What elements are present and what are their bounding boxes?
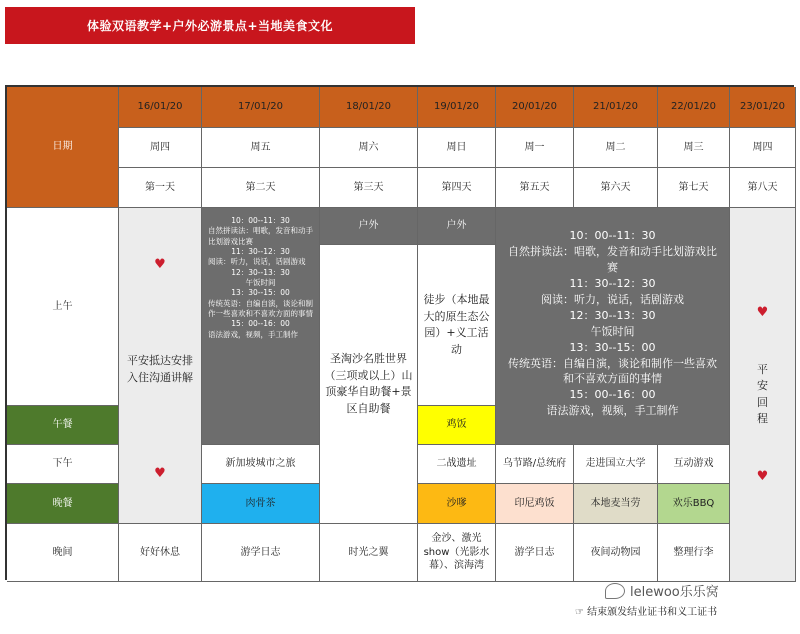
day7-dinner: 欢乐BBQ <box>658 484 730 524</box>
morning-row-label: 上午 <box>7 208 119 406</box>
day1-arrival-cell <box>119 208 202 524</box>
heart-icon: ♥ <box>154 466 166 482</box>
footer-note: ☞ 结束颁发结业证书和义工证书 <box>575 607 718 618</box>
day4-morning: 徒步（本地最大的原生态公园）+义工活动 <box>418 245 496 406</box>
chat-bubble-icon <box>605 583 625 599</box>
weekday-cell: 周四 <box>730 128 796 168</box>
weekday-cell: 周二 <box>574 128 658 168</box>
day2-afternoon: 新加坡城市之旅 <box>202 445 320 484</box>
weekday-cell: 周日 <box>418 128 496 168</box>
afternoon-row-label: 下午 <box>7 445 119 484</box>
schedule-line: 13：30--15：00 <box>569 340 656 354</box>
day-number-cell: 第三天 <box>320 168 418 208</box>
schedule-line: 10：00--11：30 <box>569 229 656 242</box>
date-cell: 23/01/20 <box>730 87 796 128</box>
date-cell: 20/01/20 <box>496 87 574 128</box>
dinner-row-label: 晚餐 <box>7 484 119 524</box>
day1-evening: 好好休息 <box>119 524 202 582</box>
day-number-cell: 第四天 <box>418 168 496 208</box>
day6-dinner: 本地麦当劳 <box>574 484 658 524</box>
day-number-cell: 第七天 <box>658 168 730 208</box>
heart-icon: ♥ <box>154 257 166 272</box>
day3-main: 圣淘沙名胜世界（三项或以上）山顶豪华自助餐+景区自助餐 <box>320 245 418 524</box>
day-number-cell: 第六天 <box>574 168 658 208</box>
title-banner: 体验双语教学+户外必游景点+当地美食文化 <box>5 7 415 44</box>
weekday-cell: 周四 <box>119 128 202 168</box>
day8-return-cell <box>730 208 796 582</box>
day3-evening: 时光之翼 <box>320 524 418 582</box>
watermark-text: lelewoo乐乐窝 <box>630 585 719 600</box>
day-number-cell: 第二天 <box>202 168 320 208</box>
days5-7-schedule <box>496 208 730 445</box>
weekday-cell: 周一 <box>496 128 574 168</box>
schedule-line: 午饭时间 <box>590 324 635 338</box>
weekday-cell: 周五 <box>202 128 320 168</box>
day4-lunch: 鸡饭 <box>418 406 496 445</box>
day7-evening: 整理行李 <box>658 524 730 582</box>
day2-evening: 游学日志 <box>202 524 320 582</box>
day4-afternoon: 二战遗址 <box>418 445 496 484</box>
schedule-line: 传统英语：自编自演，谈论和制作一些喜欢和不喜欢方面的事情 <box>508 356 717 386</box>
day6-evening: 夜间动物园 <box>574 524 658 582</box>
schedule-line: 自然拼读法：唱歌，发音和动手比划游戏比赛 <box>208 226 313 246</box>
day4-dinner: 沙嗲 <box>418 484 496 524</box>
day-number-cell: 第五天 <box>496 168 574 208</box>
watermark <box>605 581 719 600</box>
schedule-line: 传统英语：自编自演，谈论和制作一些喜欢和不喜欢方面的事情 <box>208 298 313 319</box>
lunch-row-label: 午餐 <box>7 406 119 445</box>
day6-afternoon: 走进国立大学 <box>574 445 658 484</box>
day8-return-text: 平安回程 <box>757 362 768 425</box>
day-number-cell: 第一天 <box>119 168 202 208</box>
schedule-line: 11：30--12：30 <box>569 276 656 290</box>
schedule-line: 语法游戏，视频，手工制作 <box>546 404 679 418</box>
date-cell: 17/01/20 <box>202 87 320 128</box>
date-cell: 21/01/20 <box>574 87 658 128</box>
heart-icon: ♥ <box>756 468 769 484</box>
date-row-label: 日期 <box>7 87 119 208</box>
date-cell: 22/01/20 <box>658 87 730 128</box>
evening-row-label: 晚间 <box>7 524 119 582</box>
weekday-cell: 周六 <box>320 128 418 168</box>
day1-arrival-text: 平安抵达安排入住沟通讲解 <box>127 354 193 384</box>
heart-icon: ♥ <box>756 304 769 320</box>
itinerary-table <box>5 85 794 580</box>
schedule-line: 午饭时间 <box>245 278 276 288</box>
day4-evening: 金沙、激光show（光影水幕）、滨海湾 <box>418 524 496 582</box>
schedule-line: 12：30--13：30 <box>231 267 290 277</box>
day5-evening: 游学日志 <box>496 524 574 582</box>
day3-outdoor: 户外 <box>320 208 418 245</box>
day2-schedule <box>202 208 320 445</box>
day5-afternoon: 乌节路/总统府 <box>496 445 574 484</box>
schedule-line: 15：00--16：00 <box>231 319 290 329</box>
day4-outdoor: 户外 <box>418 208 496 245</box>
schedule-line: 12：30--13：30 <box>569 308 656 322</box>
date-cell: 16/01/20 <box>119 87 202 128</box>
day-number-cell: 第八天 <box>730 168 796 208</box>
schedule-line: 阅读：听力，说话，话剧游戏 <box>541 292 684 306</box>
schedule-line: 语法游戏，视频，手工制作 <box>208 329 298 339</box>
date-cell: 18/01/20 <box>320 87 418 128</box>
schedule-line: 10：00--11：30 <box>231 216 290 225</box>
day2-dinner: 肉骨茶 <box>202 484 320 524</box>
weekday-cell: 周三 <box>658 128 730 168</box>
schedule-line: 阅读：听力，说话，话剧游戏 <box>208 257 306 267</box>
schedule-line: 15：00--16：00 <box>569 388 656 402</box>
schedule-line: 13：30--15：00 <box>231 288 290 298</box>
day7-afternoon: 互动游戏 <box>658 445 730 484</box>
date-cell: 19/01/20 <box>418 87 496 128</box>
schedule-line: 11：30--12：30 <box>231 247 290 257</box>
schedule-line: 自然拼读法：唱歌，发音和动手比划游戏比赛 <box>508 244 717 274</box>
day5-dinner: 印尼鸡饭 <box>496 484 574 524</box>
